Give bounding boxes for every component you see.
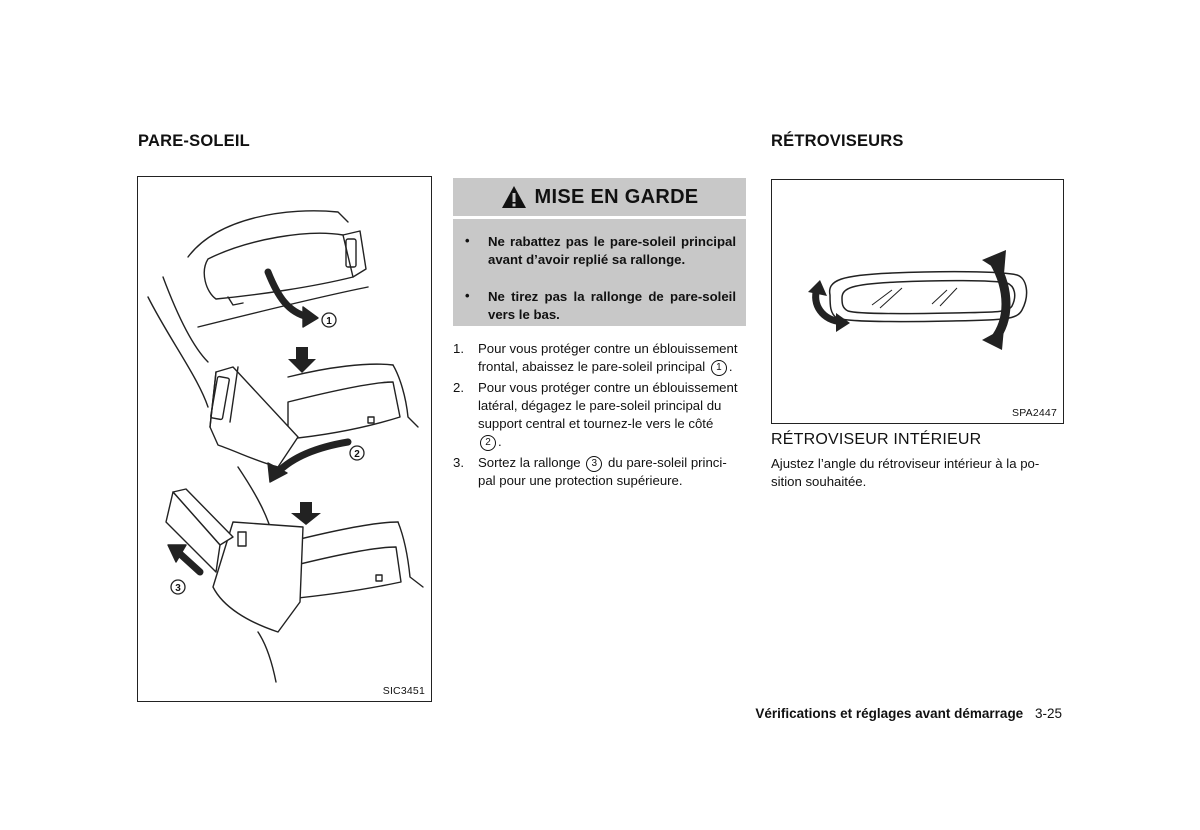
page-footer <box>755 706 1062 721</box>
section-title-pare-soleil: PARE-SOLEIL <box>138 132 250 150</box>
callout-3: 3 <box>175 583 181 594</box>
step-text: pal pour une protection supérieure. <box>478 473 683 488</box>
figure-code: SIC3451 <box>382 685 425 697</box>
figure-code: SPA2447 <box>1012 407 1057 419</box>
sun-visor-illustration <box>137 176 432 702</box>
step-end: . <box>728 359 733 374</box>
step-text: latéral, dégagez le pare-soleil principal du <box>478 398 722 413</box>
circled-number: 2 <box>480 435 496 451</box>
step-number: 3. <box>453 455 464 470</box>
step-text: Sortez la rallonge <box>478 455 581 470</box>
sun-visor-drawing <box>138 177 431 701</box>
warning-item-2: Ne tirez pas la rallonge de pare-soleil vers le bas. <box>488 289 736 322</box>
footer-section-title: Vérifications et réglages avant démarrage <box>755 706 1024 721</box>
circled-number: 1 <box>711 360 727 376</box>
paragraph-line: Ajustez l’angle du rétroviseur intérieur à la po- <box>771 456 1040 471</box>
callout-2: 2 <box>354 449 360 460</box>
step-2 <box>453 379 746 451</box>
paragraph-line: sition souhaitée. <box>771 474 867 489</box>
warning-title: MISE EN GARDE <box>534 185 699 208</box>
step-end: . <box>498 434 502 449</box>
step-number: 1. <box>453 341 464 356</box>
step-3 <box>453 454 746 494</box>
step-number: 2. <box>453 380 464 395</box>
rear-view-mirror-drawing <box>772 180 1063 423</box>
step-text-line <box>478 454 746 472</box>
bullet-icon: • <box>465 233 470 248</box>
callout-1: 1 <box>326 316 332 327</box>
step-text: Pour vous protéger contre un éblouissement <box>478 341 738 356</box>
mirror-illustration <box>771 179 1064 424</box>
step-text: frontal, abaissez le pare-soleil principal <box>478 359 706 374</box>
circled-number: 3 <box>586 456 602 472</box>
warning-header <box>453 178 746 216</box>
subheading-retroviseur-interieur: RÉTROVISEUR INTÉRIEUR <box>771 431 982 448</box>
warning-item-1: Ne rabattez pas le pare-soleil principal avant d’avoir replié sa rallonge. <box>488 234 736 267</box>
warning-body <box>453 219 746 326</box>
bullet-icon: • <box>465 288 470 303</box>
step-text-line <box>478 358 746 376</box>
step-text-line <box>478 433 746 451</box>
step-text: Pour vous protéger contre un éblouissement <box>478 380 738 395</box>
mirror-paragraph <box>771 455 1062 491</box>
step-1 <box>453 340 746 380</box>
warning-triangle-icon <box>501 185 527 209</box>
step-text: support central et tournez-le vers le côté <box>478 416 714 431</box>
page-number: 3-25 <box>1034 706 1062 721</box>
section-title-retroviseurs: RÉTROVISEURS <box>771 132 904 150</box>
step-text: du pare-soleil princi- <box>607 455 727 470</box>
